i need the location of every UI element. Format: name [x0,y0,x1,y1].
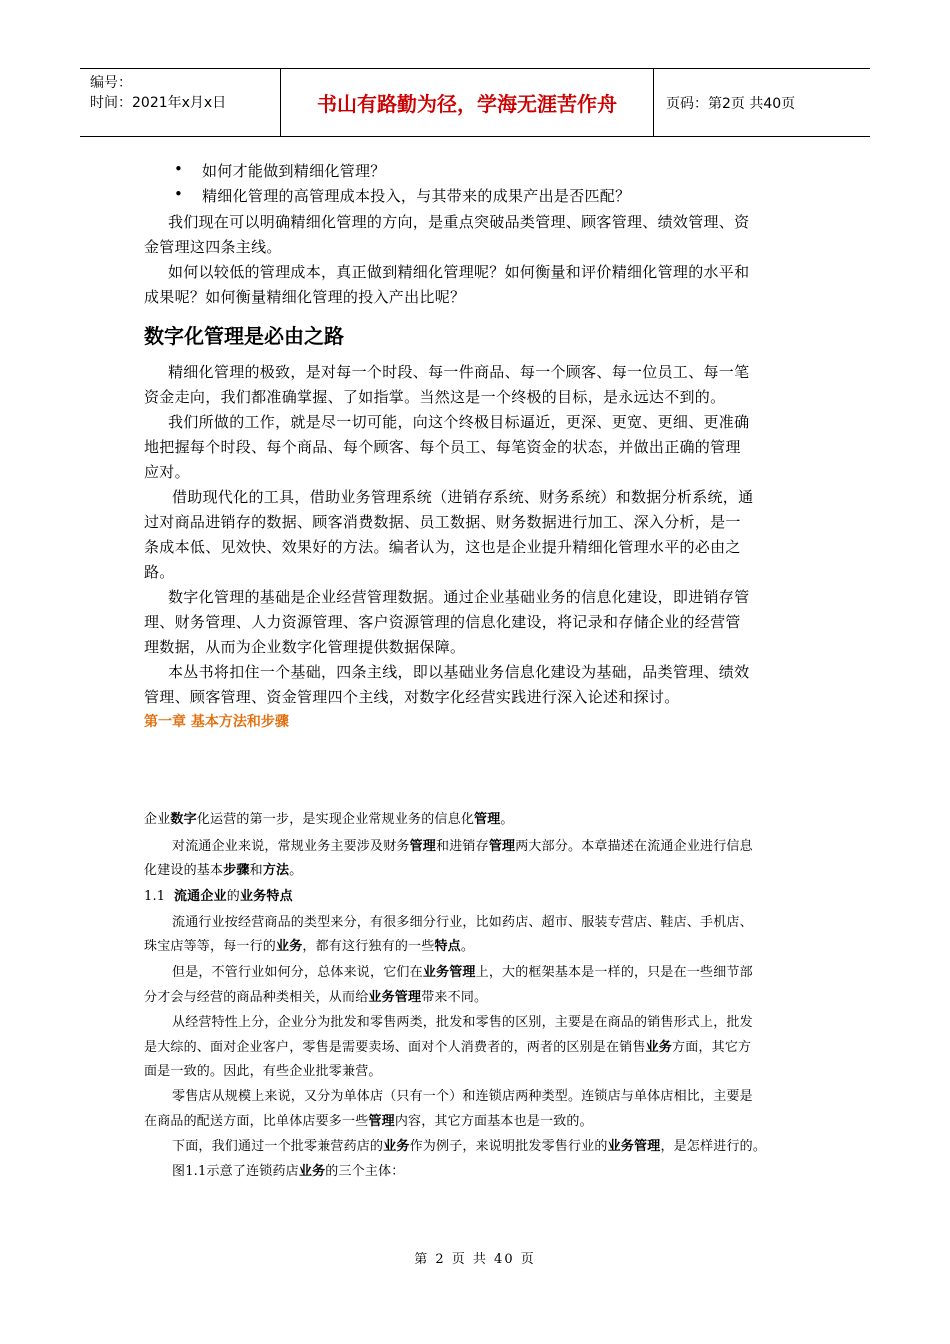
bold-term: 方法 [262,863,290,878]
text-run: 对流通企业来说，常规业务主要涉及财务 [172,839,410,854]
paragraph-line: 理、财务管理、人力资源管理、客户资源管理的信息化建设，将记录和存储企业的经营管 [144,613,741,631]
body-line: 流通行业按经营商品的类型来分，有很多细分行业，比如药店、超市、服装专营店、鞋店、手机店、 [172,915,753,930]
text-run: 带来不同。 [421,990,488,1005]
header-motto: 书山有路勤为径，学海无涯苦作舟 [281,69,654,136]
text-run: 上，大的框架基本是一样的，只是在一些细节部 [475,965,753,980]
paragraph-line: 资金走向，我们都准确掌握、了如指掌。当然这是一个终极的目标，是永远达不到的。 [144,388,726,406]
text-run: 和进销存 [436,839,489,854]
text-run: 的 [226,889,240,904]
bold-term: 特点 [434,939,461,954]
text-run: 是大综的、面对企业客户，零售是需要卖场、面对个人消费者的，两者的区别是在销售 [144,1040,646,1055]
body-line [172,961,753,980]
body-line [172,835,753,854]
bold-term: 业务管理 [607,1139,661,1154]
text-run: 。 [289,863,303,878]
bullet-item: • 如何才能做到精细化管理？ [202,160,386,181]
text-run: 企业 [144,812,171,827]
bold-term: 业务 [383,1139,410,1154]
text-run: 两大部分。本章描述在流通企业进行信息 [515,839,753,854]
text-run: 和 [249,863,263,878]
paragraph-line: 地把握每个时段、每个商品、每个顾客、每个员工、每笔资金的状态，并做出正确的管理 [144,438,741,456]
paragraph-line: 我们所做的工作，就是尽一切可能，向这个终极目标逼近，更深、更宽、更细、更准确 [168,413,750,431]
paragraph-line: 精细化管理的极致，是对每一个时段、每一件商品、每一个顾客、每一位员工、每一笔 [168,363,750,381]
bullet-item: • 精细化管理的高管理成本投入，与其带来的成果产出是否匹配？ [202,185,630,206]
page-footer: 第 2 页 共 40 页 [414,1252,536,1267]
paragraph-line: 我们现在可以明确精细化管理的方向，是重点突破品类管理、顾客管理、绩效管理、资 [168,213,750,231]
paragraph-line: 借助现代化的工具，借助业务管理系统（进销存系统、财务系统）和数据分析系统，通 [172,488,754,506]
paragraph-line: 理数据，从而为企业数字化管理提供数据保障。 [144,638,466,656]
paragraph-line: 条成本低、见效快、效果好的方法。编者认为，这也是企业提升精细化管理水平的必由之 [144,538,741,556]
text-run: 下面，我们通过一个批零兼营药店的 [172,1139,384,1154]
doc-number-label: 编号： [90,75,132,91]
paragraph-line: 数字化管理的基础是企业经营管理数据。通过企业基础业务的信息化建设，即进销存管 [168,588,750,606]
body-line [144,1110,593,1129]
bold-term: 管理 [474,812,501,827]
text-run: 珠宝店等等，每一行的 [144,939,277,954]
header-table [80,68,870,137]
subsection-number: 1.1 [144,889,166,904]
body-line [144,859,302,878]
body-line [144,1036,751,1055]
text-run: ，都有这行独有的一些 [302,939,435,954]
bold-term: 业务 [276,939,303,954]
paragraph-line: 如何以较低的管理成本，真正做到精细化管理呢？如何衡量和评价精细化管理的水平和 [168,263,750,281]
bold-term: 业务 [298,1164,326,1179]
paragraph-line: 过对商品进销存的数据、顾客消费数据、员工数据、财务数据进行加工、深入分析，是一 [144,513,741,531]
header-info-cell [80,69,281,136]
text-run: 图1.1示意了连锁药店 [172,1164,299,1179]
text-run: ，是怎样进行的。 [660,1139,767,1154]
subsection-heading [144,885,293,904]
bold-term: 业务特点 [239,889,293,904]
paragraph-line: 金管理这四条主线。 [144,238,282,256]
bold-term: 步骤 [223,863,250,878]
paragraph-line: 成果呢？如何衡量精细化管理的投入产出比呢？ [144,288,466,306]
bold-term: 流通企业 [173,889,227,904]
bold-term: 业务管理 [422,965,476,980]
bold-term: 数字 [170,812,197,827]
body-line: 零售店从规模上来说，又分为单体店（只有一个）和连锁店两种类型。连锁店与单体店相比，主要是 [172,1089,753,1104]
section-heading: 数字化管理是必由之路 [144,324,344,348]
bold-term: 管理 [409,839,437,854]
text-run: 但是，不管行业如何分，总体来说，它们在 [172,965,423,980]
text-run: 化运营的第一步，是实现企业常规业务的信息化 [196,812,475,827]
body-line [172,1160,404,1179]
text-run: 。 [460,939,475,954]
text-run: 分才会与经营的商品种类相关，从而给 [144,990,369,1005]
paragraph-line: 本丛书将扣住一个基础，四条主线，即以基础业务信息化建设为基础，品类管理、绩效 [168,663,750,681]
body-line: 从经营特性上分，企业分为批发和零售两类，批发和零售的区别，主要是在商品的销售形式上，批发 [172,1015,753,1030]
bold-term: 业务 [645,1040,673,1055]
body-line: 面是一致的。因此，有些企业批零兼营。 [144,1064,382,1079]
text-run: 方面，其它方 [672,1040,752,1055]
text-run: 作为例子，来说明批发零售行业的 [409,1139,608,1154]
paragraph-line: 应对。 [144,463,190,481]
body-line [144,808,514,827]
bold-term: 管理 [488,839,516,854]
paragraph-line: 路。 [144,563,175,581]
body-line [144,935,474,954]
body-line [144,986,487,1005]
text-run: 。 [500,812,514,827]
header-page-label: 页码：第2页 共40页 [666,95,796,112]
bold-term: 管理 [368,1114,395,1129]
text-run: 化建设的基本 [144,863,224,878]
paragraph-line: 管理、顾客管理、资金管理四个主线，对数字化经营实践进行深入论述和探讨。 [144,688,680,706]
bold-term: 业务管理 [368,990,422,1005]
doc-time-label: 时间：2021年x月x日 [90,95,227,111]
text-run: 在商品的配送方面，比单体店要多一些 [144,1114,369,1129]
body-line [172,1135,766,1154]
chapter-heading: 第一章 基本方法和步骤 [144,714,289,730]
text-run: 内容，其它方面基本也是一致的。 [394,1114,593,1129]
text-run: 的三个主体： [325,1164,405,1179]
